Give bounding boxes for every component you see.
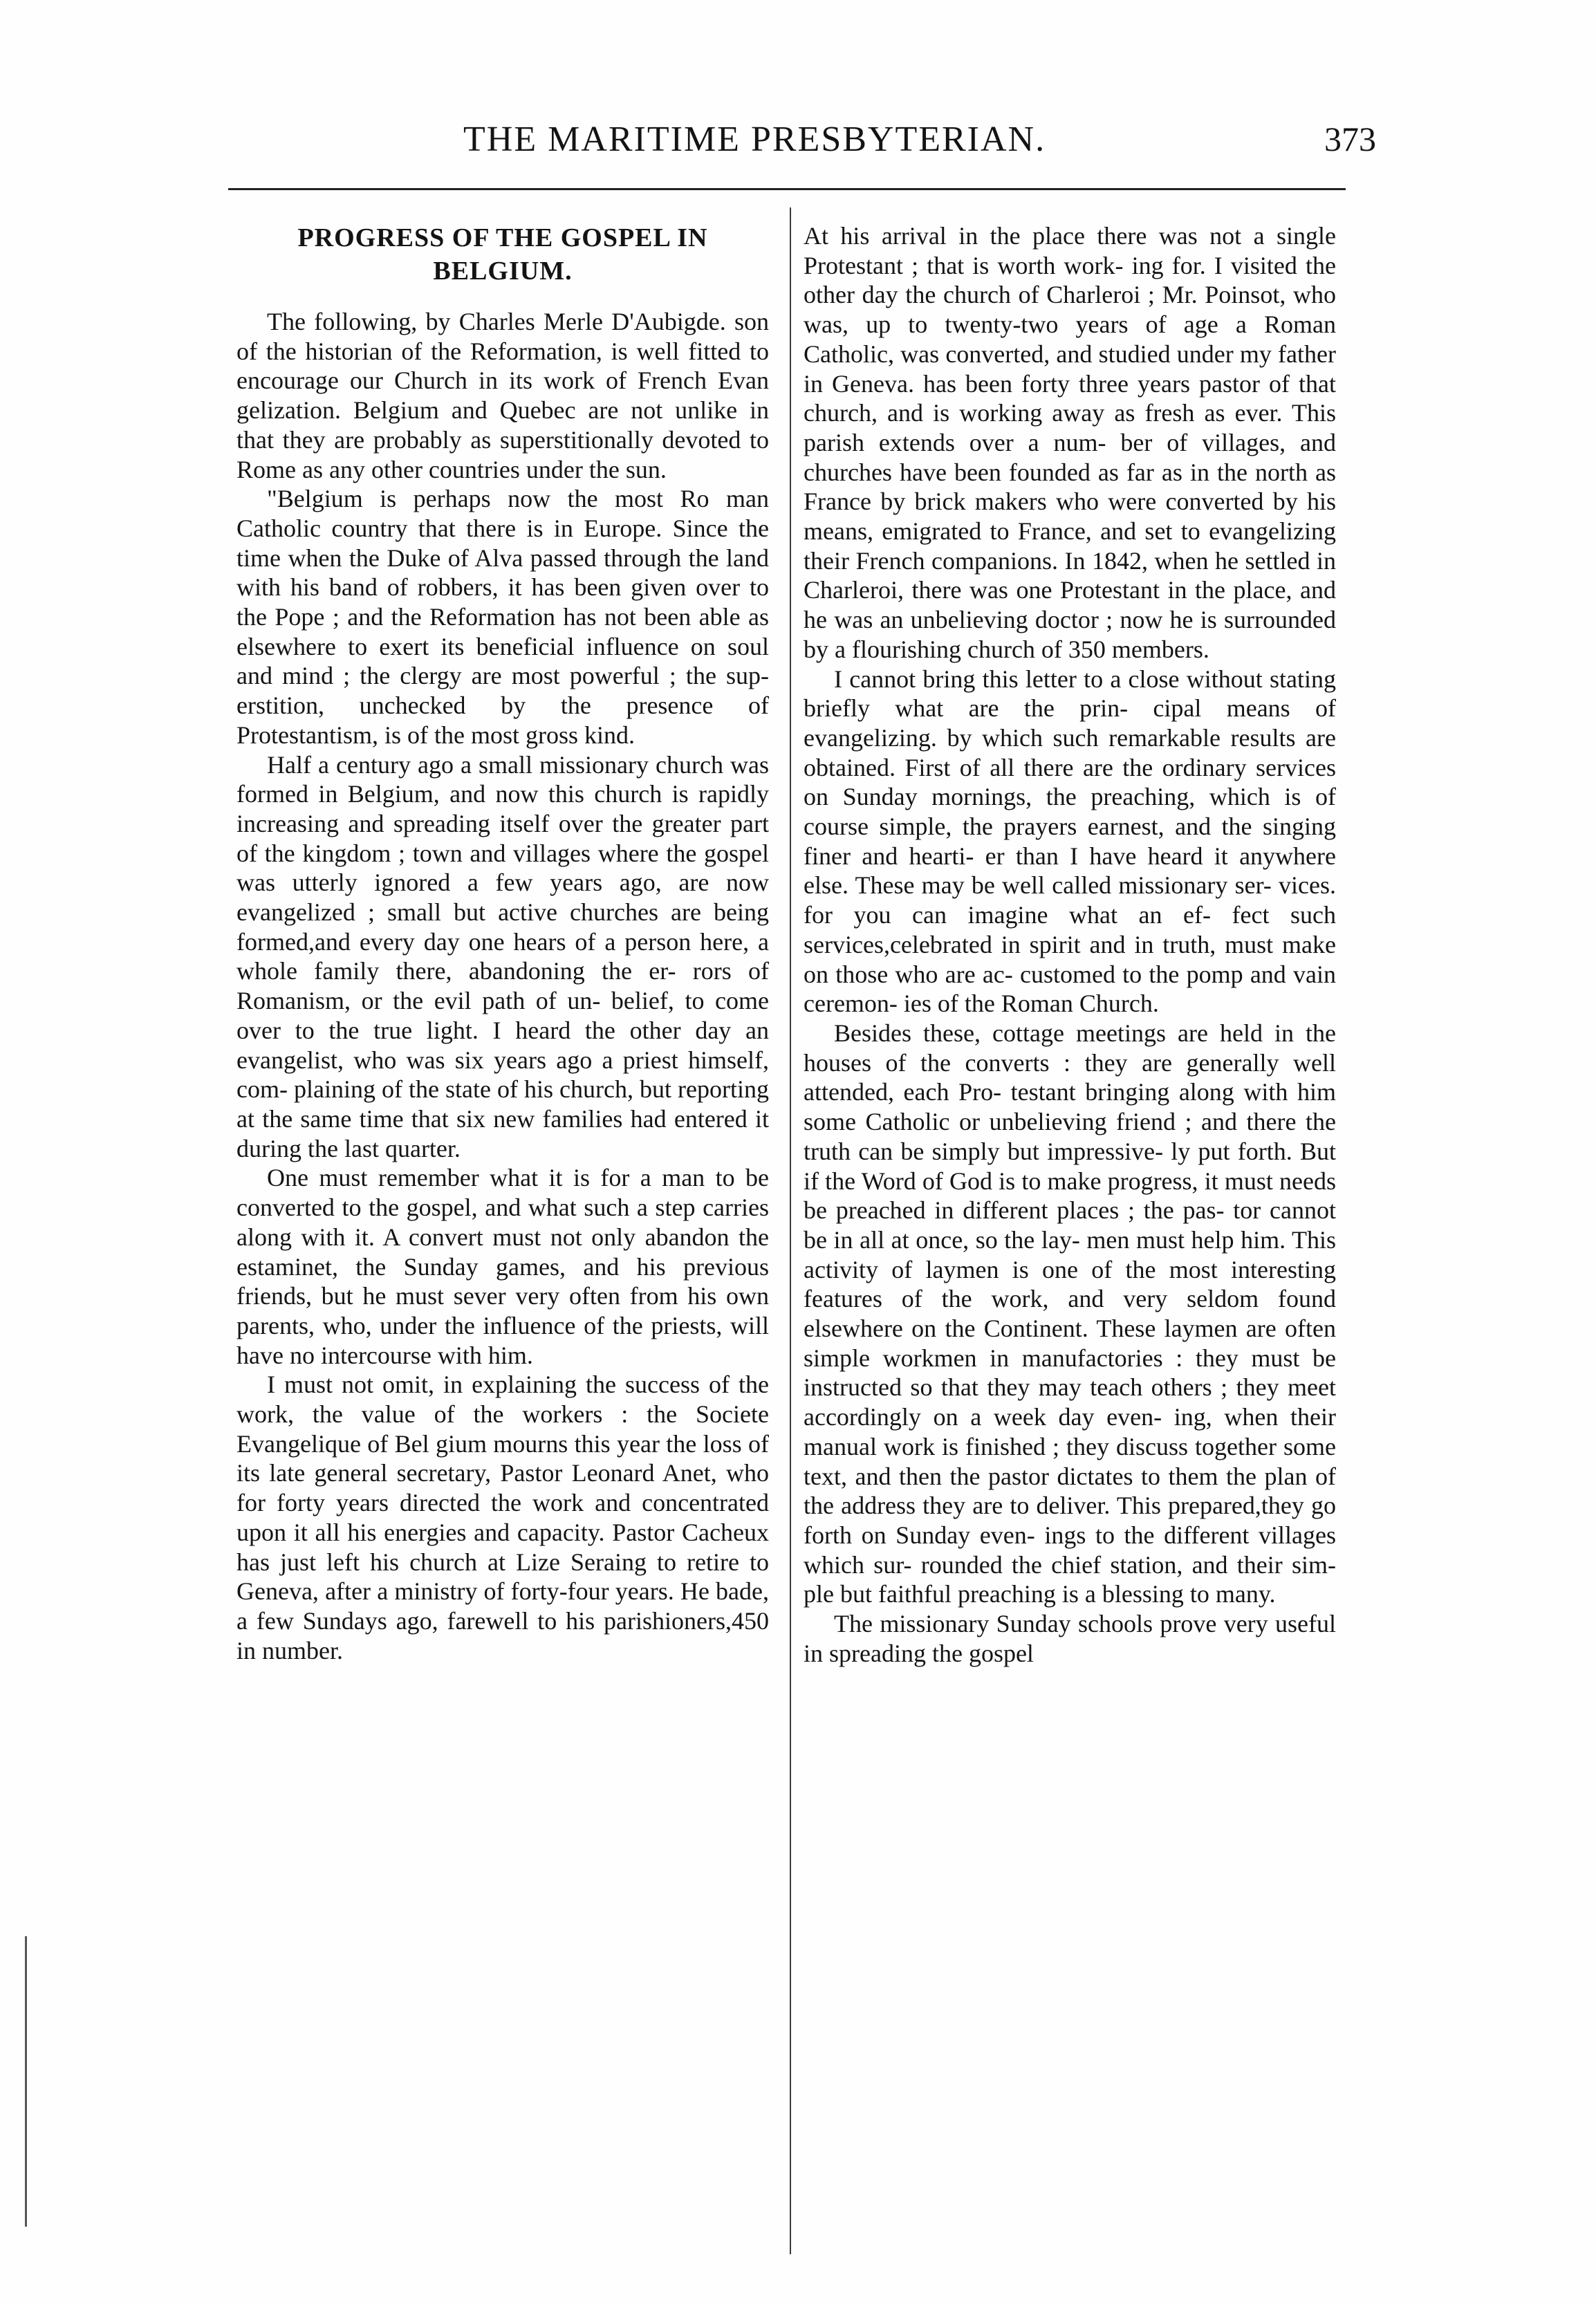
paragraph: One must remember what it is for a man to be converted to the gospel, and what such a step carries along with it. A convert must not only abandon the estaminet, the Sunday games, and his previous friends, but he must sever very often from his own parents, who, under the influence of the priests, will have no intercourse with him. <box>236 1164 769 1369</box>
paragraph: Half a century ago a small missionary church was formed in Belgium, and now this church is rapidly increasing and spreading itself over the greater part of the kingdom ; town and villages where the gospel was utterly ignored a few years ago, are now evangelized ; small but active churches are being formed,and every day one hears of a person here, a whole family there, abandoning the er- rors of Romanism, or the evil path of un- belief, to come over to the true light. I heard the other day an evangelist, who was six years ago a priest himself, com- plaining of the state of his church, but reporting at the same time that six new families had entered it during the last quarter. <box>236 750 769 1162</box>
page-number: 373 <box>1324 120 1376 158</box>
running-title: THE MARITIME PRESBYTERIAN. <box>463 120 1046 159</box>
paragraph: The missionary Sunday schools prove very useful in spreading the gospel <box>804 1610 1336 1667</box>
paragraph: The following, by Charles Merle D'Aubigde. son of the historian of the Reformation, is well fitted to encourage our Church in its work of French Evan gelization. Belgium and Quebec are not unlike in that they are probably as superstitionally devoted to Rome as any other countries under the sun. <box>236 308 769 483</box>
running-header <box>228 119 1376 174</box>
header-rule <box>228 188 1346 190</box>
binding-edge-mark <box>25 1936 27 2227</box>
paragraph: "Belgium is perhaps now the most Ro man Catholic country that there is in Europe. Since the time when the Duke of Alva passed through the land with his band of robbers, it has been given over to the Pope ; and the Reformation has not been able as elsewhere to exert its beneficial influence on soul and mind ; the clergy are most powerful ; the sup- erstition, unchecked by the presence of Protestantism, is of the most gross kind. <box>236 485 769 749</box>
paragraph: I cannot bring this letter to a close without stating briefly what are the prin- cipal means of evangelizing. by which such remarkable results are obtained. First of all there are the ordinary services on Sunday mornings, the preaching, which is of course simple, the prayers earnest, and the singing finer and hearti- er than I have heard it anywhere else. These may be well called missionary ser- vices. for you can imagine what an ef- fect such services,celebrated in spirit and in truth, must make on those who are ac- customed to the pomp and vain ceremon- ies of the Roman Church. <box>804 665 1336 1018</box>
right-column <box>804 221 1336 1668</box>
left-column <box>236 221 769 1665</box>
paragraph: Besides these, cottage meetings are held in the houses of the converts : they are generally well attended, each Pro- testant bringing along with him some Catholic or unbelieving friend ; and there the truth can be simply but impressive- ly put forth. But if the Word of God is to make progress, it must needs be preached in different places ; the pas- tor cannot be in all at once, so the lay- men must help him. This activity of laymen is one of the most interesting features of the work, and very seldom found elsewhere on the Continent. These laymen are often simple workmen in manufactories : they must be instructed so that they may teach others ; they meet accordingly on a week day even- ing, when their manual work is finished ; they discuss together some text, and then the pastor dictates to them the plan of the address they are to deliver. This prepared,they go forth on Sunday even- ings to the different villages which sur- rounded the chief station, and their sim- ple but faithful preaching is a blessing to many. <box>804 1019 1336 1608</box>
paragraph: At his arrival in the place there was not a single Protestant ; that is worth work- ing for. I visited the other day the church of Charleroi ; Mr. Poinsot, who was, up to twenty-two years of age a Roman Catholic, was converted, and studied under my father in Geneva. has been forty three years pastor of that church, and is working away as fresh as ever. This parish extends over a num- ber of villages, and churches have been founded as far as in the north as France by brick makers who were converted by his means, emigrated to France, and set to evangelizing their French companions. In 1842, when he settled in Charleroi, there was one Protestant in the place, and he was an unbelieving doctor ; now he is surrounded by a flourishing church of 350 members. <box>804 222 1336 663</box>
article-title: PROGRESS OF THE GOSPEL IN BELGIUM. <box>297 223 708 286</box>
paragraph: I must not omit, in explaining the success of the work, the value of the workers : the Societe Evangelique of Bel gium mourns this year the loss of its late general secretary, Pastor Leonard Anet, who for forty years directed the work and concentrated upon it all his energies and capacity. Pastor Cacheux has just left his church at Lize Seraing to retire to Geneva, after a ministry of forty-four years. He bade, a few Sundays ago, farewell to his parishioners,450 in number. <box>236 1371 769 1664</box>
column-divider <box>790 207 791 2254</box>
